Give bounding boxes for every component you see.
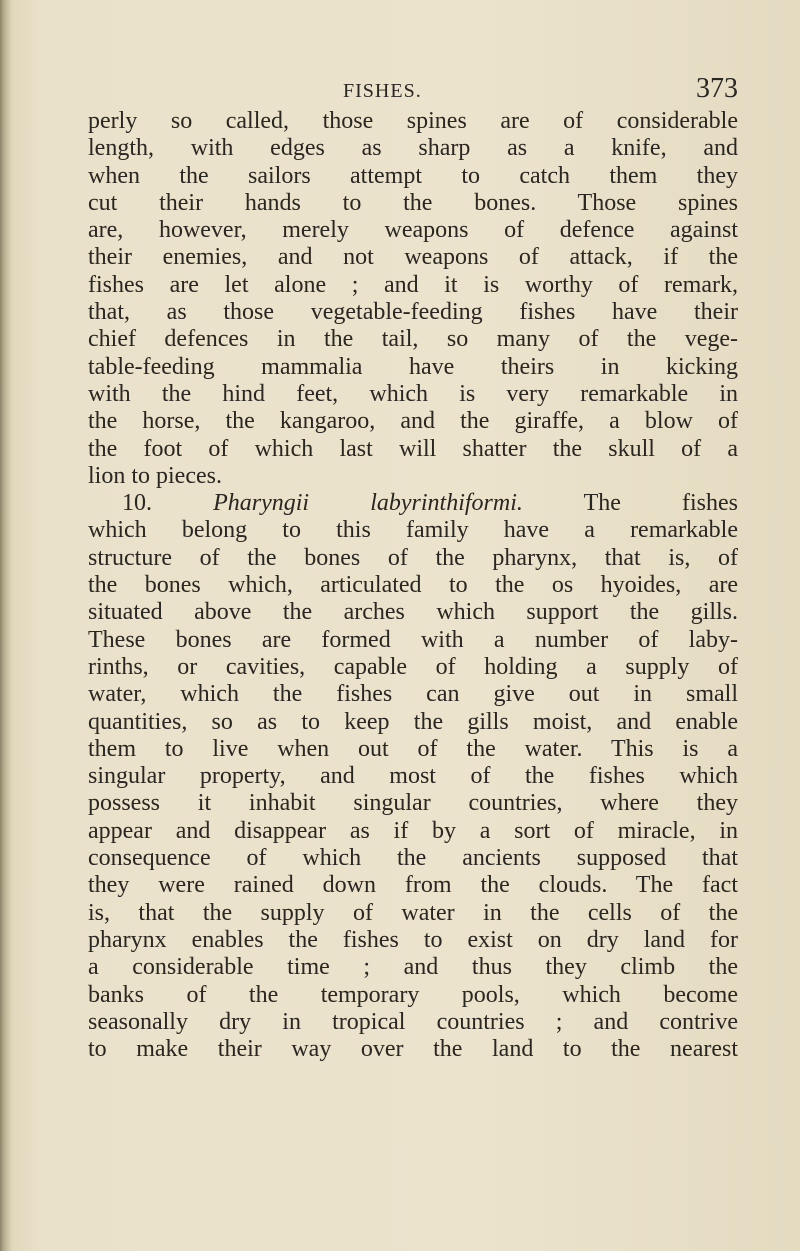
section-number: 10. xyxy=(122,490,152,517)
running-head xyxy=(88,73,738,106)
text-line: they were rained down from the clouds. The fact xyxy=(88,872,738,899)
text-line: water, which the fishes can give out in small xyxy=(88,681,738,708)
body-text xyxy=(88,108,738,1063)
running-title: FISHES. xyxy=(343,80,422,102)
text-line: pharynx enables the fishes to exist on dry land for xyxy=(88,926,738,953)
text-line: which belong to this family have a remarkable xyxy=(88,517,738,544)
text-line: singular property, and most of the fishes which xyxy=(88,763,738,790)
text-line: seasonally dry in tropical countries ; and contrive xyxy=(88,1008,738,1035)
text-line: lion to pieces. xyxy=(88,462,222,489)
text-line: appear and disappear as if by a sort of miracle, in xyxy=(88,817,738,844)
page-number: 373 xyxy=(696,73,738,104)
text-line: their enemies, and not weapons of attack, if the xyxy=(88,244,738,271)
text-line: consequence of which the ancients supposed that xyxy=(88,845,738,872)
text-line: fishes are let alone ; and it is worthy of remark, xyxy=(88,271,738,298)
text-line: length, with edges as sharp as a knife, and xyxy=(88,135,738,162)
text-line: structure of the bones of the pharynx, that is, of xyxy=(88,544,738,571)
text-line: is, that the supply of water in the cells of the xyxy=(88,899,738,926)
text-line: a considerable time ; and thus they climb the xyxy=(88,954,738,981)
text-line: to make their way over the land to the nearest xyxy=(88,1036,738,1063)
book-page xyxy=(88,73,738,1063)
text-line: banks of the temporary pools, which become xyxy=(88,981,738,1008)
text-line: the bones which, articulated to the os hyoides, are xyxy=(88,572,738,599)
section-title: Pharyngii labyrinthiformi. xyxy=(213,490,523,517)
section-heading-line xyxy=(88,490,738,517)
text-line: chief defences in the tail, so many of the vege- xyxy=(88,326,738,353)
text-line: possess it inhabit singular countries, where they xyxy=(88,790,738,817)
text-line: rinths, or cavities, capable of holding a supply of xyxy=(88,653,738,680)
text-line: the horse, the kangaroo, and the giraffe, a blow of xyxy=(88,408,738,435)
text-line: with the hind feet, which is very remarkable in xyxy=(88,380,738,407)
text-line: when the sailors attempt to catch them they xyxy=(88,162,738,189)
text-line: the foot of which last will shatter the skull of a xyxy=(88,435,738,462)
text-line: cut their hands to the bones. Those spines xyxy=(88,189,738,216)
text-line: perly so called, those spines are of considerable xyxy=(88,108,738,134)
text-line: are, however, merely weapons of defence against xyxy=(88,217,738,244)
text-line: These bones are formed with a number of laby- xyxy=(88,626,738,653)
text-line: them to live when out of the water. This is a xyxy=(88,735,738,762)
text-line: situated above the arches which support the gills. xyxy=(88,599,738,626)
text-line: quantities, so as to keep the gills moist, and enable xyxy=(88,708,738,735)
book-spine-edge xyxy=(0,0,12,1251)
text-line: that, as those vegetable-feeding fishes have their xyxy=(88,299,738,326)
section-first-line-text: The fishes xyxy=(583,490,738,517)
text-line: table-feeding mammalia have theirs in kicking xyxy=(88,353,738,380)
